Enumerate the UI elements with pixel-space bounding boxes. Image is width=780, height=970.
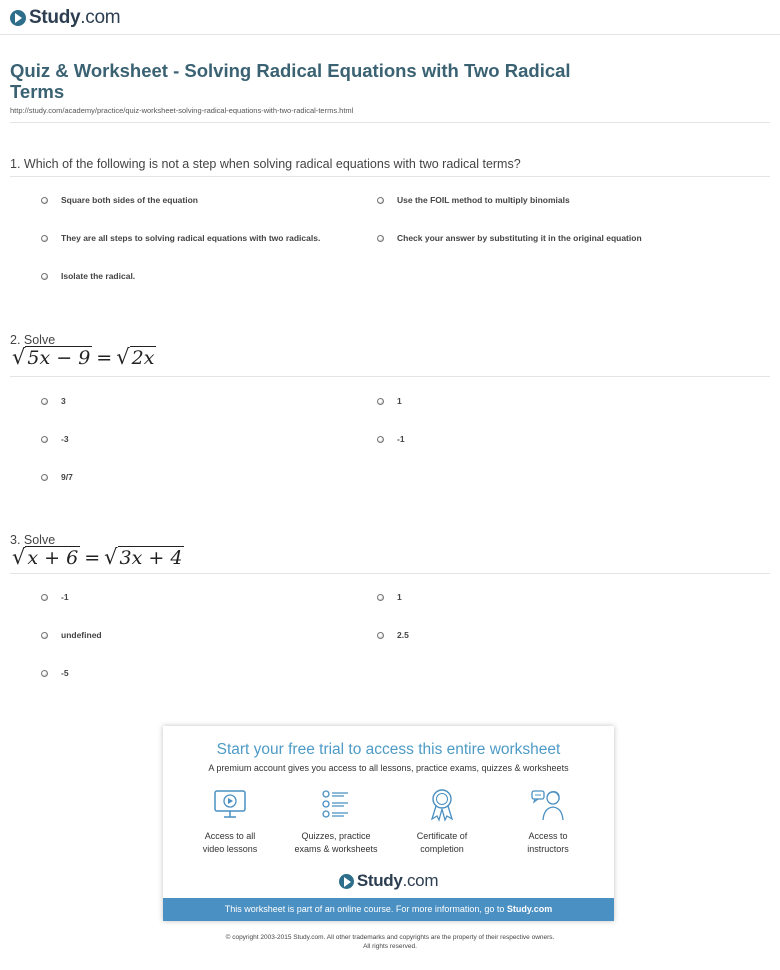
- q1-option-b[interactable]: [377, 195, 570, 205]
- radio-button[interactable]: [41, 632, 48, 639]
- equation-left: 5x − 9: [27, 347, 91, 369]
- feature-4-line1: Access to: [528, 831, 568, 841]
- radio-button[interactable]: [377, 235, 384, 242]
- footer-line-2: All rights reserved.: [363, 943, 417, 950]
- q3-option-d-label: 2.5: [397, 630, 409, 640]
- promo-subtitle: A premium account gives you access to all lessons, practice exams, quizzes & worksheets: [208, 763, 569, 773]
- q1-option-c-label: They are all steps to solving radical equations with two radicals.: [61, 233, 321, 243]
- feature-4-line2: instructors: [527, 844, 569, 854]
- q2-option-e-label: 9/7: [61, 472, 73, 482]
- equation-right: 3x + 4: [119, 547, 183, 569]
- page-url[interactable]: http://study.com/academy/practice/quiz-worksheet-solving-radical-equations-with-two-radical-terms.html: [10, 106, 354, 115]
- q2-option-b[interactable]: [377, 396, 402, 406]
- q1-option-c[interactable]: [41, 233, 320, 243]
- promo-title[interactable]: Start your free trial to access this entire worksheet: [216, 741, 561, 758]
- feature-3-line1: Certificate of: [416, 831, 468, 841]
- q1-option-a-label: Square both sides of the equation: [61, 195, 198, 205]
- question-3-equation: [12, 545, 184, 569]
- radio-button[interactable]: [41, 474, 48, 481]
- feature-video-lessons: [178, 788, 282, 856]
- q1-option-e-label: Isolate the radical.: [61, 271, 136, 281]
- feature-2-line2: exams & worksheets: [294, 844, 378, 854]
- equals-sign: =: [96, 347, 113, 369]
- question-1-text: 1. Which of the following is not a step when solving radical equations with two radical terms?: [10, 157, 521, 171]
- title-divider: [10, 122, 770, 123]
- sqrt-icon: √: [104, 545, 118, 569]
- radio-button[interactable]: [41, 273, 48, 280]
- feature-3-line2: completion: [420, 844, 464, 854]
- header-divider: [0, 34, 780, 35]
- premium-promo: [163, 726, 614, 921]
- q2-option-c-label: -3: [61, 434, 69, 444]
- sqrt-icon: √: [12, 345, 26, 369]
- q1-option-d[interactable]: [377, 233, 642, 243]
- promo-study-logo[interactable]: [163, 871, 614, 891]
- feature-1-line1: Access to all: [204, 831, 256, 841]
- q3-option-c-label: undefined: [61, 630, 102, 640]
- study-link[interactable]: Study.com: [506, 904, 553, 914]
- q2-option-d[interactable]: [377, 434, 405, 444]
- radio-button[interactable]: [41, 436, 48, 443]
- q2-option-a[interactable]: [41, 396, 66, 406]
- q1-option-a[interactable]: [41, 195, 198, 205]
- question-2-divider: [10, 376, 770, 377]
- q2-option-c[interactable]: [41, 434, 69, 444]
- copyright-footer: [0, 933, 780, 951]
- radio-button[interactable]: [41, 398, 48, 405]
- radio-button[interactable]: [377, 398, 384, 405]
- q2-option-a-label: 3: [61, 396, 66, 406]
- radio-button[interactable]: [377, 197, 384, 204]
- q2-option-e[interactable]: [41, 472, 73, 482]
- q3-option-d[interactable]: [377, 630, 409, 640]
- footer-line-1: © copyright 2003-2015 Study.com. All other trademarks and copyrights are the property of their respective owners.: [225, 934, 555, 941]
- sqrt-icon: √: [116, 345, 130, 369]
- q3-option-b[interactable]: [377, 592, 402, 602]
- q3-option-e[interactable]: [41, 668, 69, 678]
- radio-button[interactable]: [41, 594, 48, 601]
- feature-1-line2: video lessons: [202, 844, 258, 854]
- radio-button[interactable]: [41, 670, 48, 677]
- instructor-chat-icon: [530, 788, 566, 822]
- play-icon: [339, 874, 354, 889]
- q1-option-d-label: Check your answer by substituting it in the original equation: [397, 233, 642, 243]
- logo-text: Study.com: [29, 7, 121, 28]
- feature-2-line1: Quizzes, practice: [301, 831, 371, 841]
- question-2-equation: [12, 345, 156, 369]
- equation-left: x + 6: [27, 547, 79, 569]
- q3-option-b-label: 1: [397, 592, 402, 602]
- q2-option-b-label: 1: [397, 396, 402, 406]
- radio-button[interactable]: [41, 235, 48, 242]
- equals-sign: =: [84, 547, 101, 569]
- video-lesson-icon: [212, 788, 248, 822]
- promo-info-bar: [163, 898, 614, 921]
- q1-option-b-label: Use the FOIL method to multiply binomials: [397, 195, 570, 205]
- q3-option-e-label: -5: [61, 668, 69, 678]
- certificate-ribbon-icon: [424, 788, 460, 822]
- radio-button[interactable]: [377, 594, 384, 601]
- question-3-text: 3. Solve: [10, 533, 56, 547]
- radio-button[interactable]: [377, 436, 384, 443]
- q3-option-c[interactable]: [41, 630, 102, 640]
- question-2-text: 2. Solve: [10, 333, 56, 347]
- question-1-divider: [10, 176, 770, 177]
- study-logo[interactable]: [10, 7, 120, 29]
- radio-button[interactable]: [377, 632, 384, 639]
- equation-right: 2x: [131, 347, 155, 369]
- feature-certificate: [390, 788, 494, 856]
- quiz-list-icon: [318, 788, 354, 822]
- q3-option-a-label: -1: [61, 592, 69, 602]
- sqrt-icon: √: [12, 545, 26, 569]
- feature-quizzes: [284, 788, 388, 856]
- q1-option-e[interactable]: [41, 271, 135, 281]
- feature-instructors: [496, 788, 600, 856]
- radio-button[interactable]: [41, 197, 48, 204]
- promo-logo-text: Study.com: [356, 871, 439, 890]
- question-3-divider: [10, 573, 770, 574]
- q2-option-d-label: -1: [397, 434, 405, 444]
- promo-bar-text: This worksheet is part of an online course. For more information, go to: [224, 904, 505, 914]
- play-icon: [10, 10, 26, 26]
- page-title: Quiz & Worksheet - Solving Radical Equations with Two Radical Terms: [10, 60, 571, 102]
- q3-option-a[interactable]: [41, 592, 69, 602]
